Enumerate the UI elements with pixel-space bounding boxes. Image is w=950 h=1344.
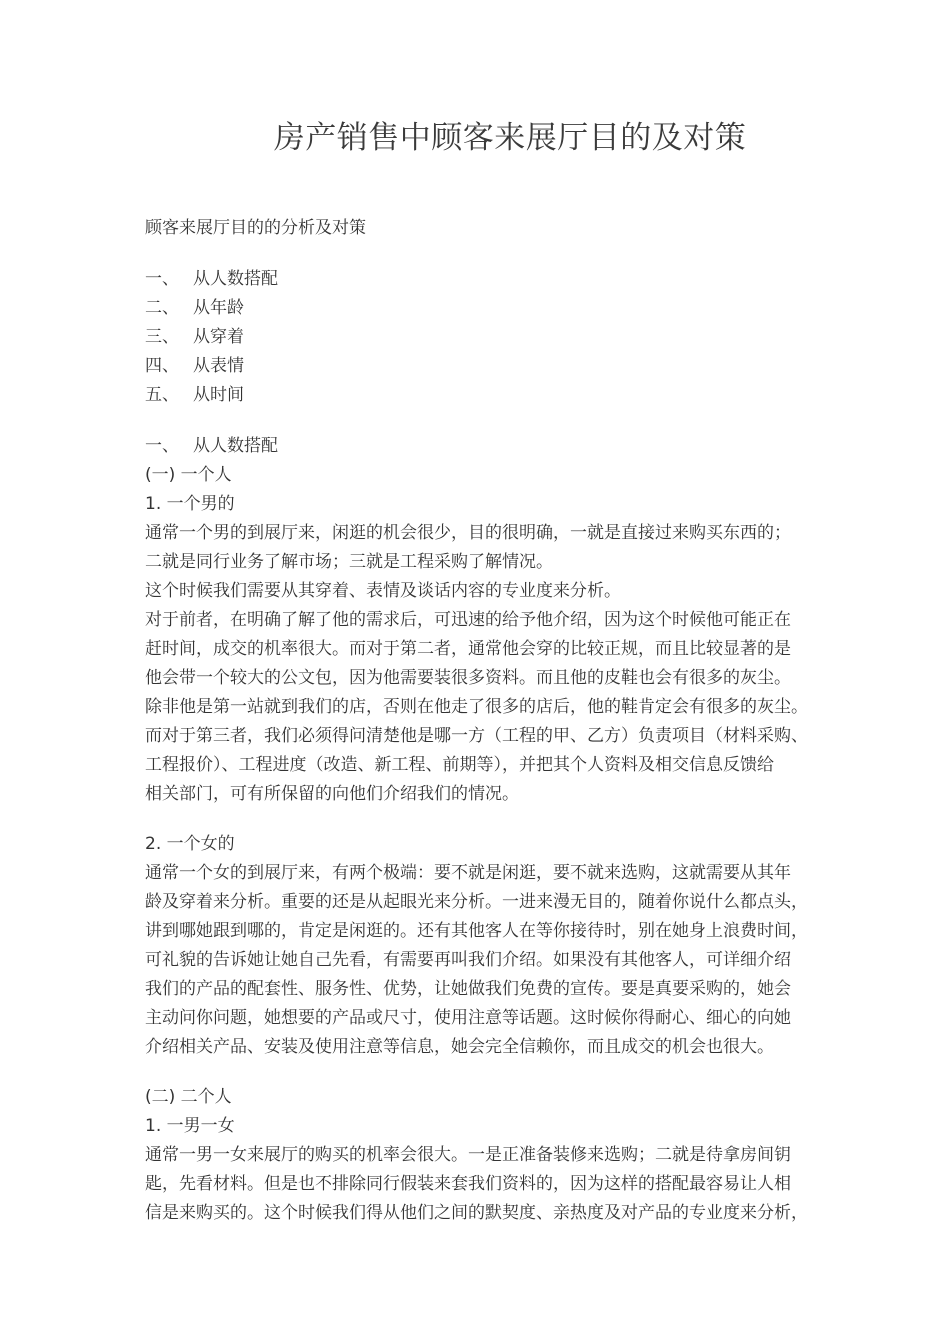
paragraph-line: 可礼貌的告诉她让她自己先看，有需要再叫我们介绍。如果没有其他客人，可详细介绍 (145, 950, 791, 970)
outline-item: 五、 从时间 (145, 385, 244, 405)
paragraph-line: 讲到哪她跟到哪的，肯定是闲逛的。还有其他客人在等你接待时，别在她身上浪费时间， (145, 921, 808, 941)
subsection-heading: (二) 二个人 (145, 1087, 232, 1107)
paragraph-line: 我们的产品的配套性、服务性、优势，让她做我们免费的宣传。要是真要采购的，她会 (145, 979, 791, 999)
paragraph-line: 匙，先看材料。但是也不排除同行假装来套我们资料的，因为这样的搭配最容易让人相 (145, 1174, 791, 1194)
paragraph-line: 通常一个男的到展厅来，闲逛的机会很少，目的很明确，一就是直接过来购买东西的； (145, 523, 791, 543)
paragraph-line: 介绍相关产品、安装及使用注意等信息，她会完全信赖你，而且成交的机会也很大。 (145, 1037, 774, 1057)
outline-item: 一、 从人数搭配 (145, 269, 278, 289)
item-heading: 2. 一个女的 (145, 834, 235, 854)
paragraph-line: 工程报价）、工程进度（改造、新工程、前期等），并把其个人资料及相交信息反馈给 (145, 755, 774, 775)
outline-item: 三、 从穿着 (145, 327, 244, 347)
paragraph-line: 而对于第三者，我们必须得问清楚他是哪一方（工程的甲、乙方）负责项目（材料采购、 (145, 726, 808, 746)
outline-item: 二、 从年龄 (145, 298, 244, 318)
item-heading: 1. 一男一女 (145, 1116, 235, 1136)
paragraph-line: 除非他是第一站就到我们的店，否则在他走了很多的店后，他的鞋肯定会有很多的灰尘。 (145, 697, 808, 717)
paragraph-line: 通常一男一女来展厅的购买的机率会很大。一是正准备装修来选购；二就是待拿房间钥 (145, 1145, 791, 1165)
paragraph-line: 龄及穿着来分析。重要的还是从起眼光来分析。一进来漫无目的，随着你说什么都点头， (145, 892, 808, 912)
paragraph (145, 859, 885, 1062)
subtitle: 顾客来展厅目的的分析及对策 (145, 218, 366, 238)
paragraph-line: 信是来购买的。这个时候我们得从他们之间的默契度、亲热度及对产品的专业度来分析， (145, 1203, 808, 1223)
paragraph-line: 对于前者，在明确了解了他的需求后，可迅速的给予他介绍，因为这个时候他可能正在 (145, 610, 791, 630)
outline-item: 四、 从表情 (145, 356, 244, 376)
document-title: 房产销售中顾客来展厅目的及对策 (273, 120, 747, 156)
paragraph-line: 他会带一个较大的公文包，因为他需要装很多资料。而且他的皮鞋也会有很多的灰尘。 (145, 668, 791, 688)
paragraph-line: 这个时候我们需要从其穿着、表情及谈话内容的专业度来分析。 (145, 581, 621, 601)
paragraph-line: 二就是同行业务了解市场；三就是工程采购了解情况。 (145, 552, 553, 572)
paragraph-line: 主动问你问题，她想要的产品或尺寸，使用注意等话题。这时候你得耐心、细心的向她 (145, 1008, 791, 1028)
paragraph-line: 赶时间，成交的机率很大。而对于第二者，通常他会穿的比较正规，而且比较显著的是 (145, 639, 791, 659)
paragraph-line: 相关部门，可有所保留的向他们介绍我们的情况。 (145, 784, 519, 804)
outline-list (145, 265, 885, 410)
paragraph (145, 519, 885, 809)
paragraph-line: 通常一个女的到展厅来，有两个极端：要不就是闲逛，要不就来选购，这就需要从其年 (145, 863, 791, 883)
section-heading: 一、 从人数搭配 (145, 436, 278, 456)
paragraph (145, 1141, 885, 1228)
document-body (145, 214, 885, 1228)
item-heading: 1. 一个男的 (145, 494, 235, 514)
subsection-heading: (一) 一个人 (145, 465, 232, 485)
